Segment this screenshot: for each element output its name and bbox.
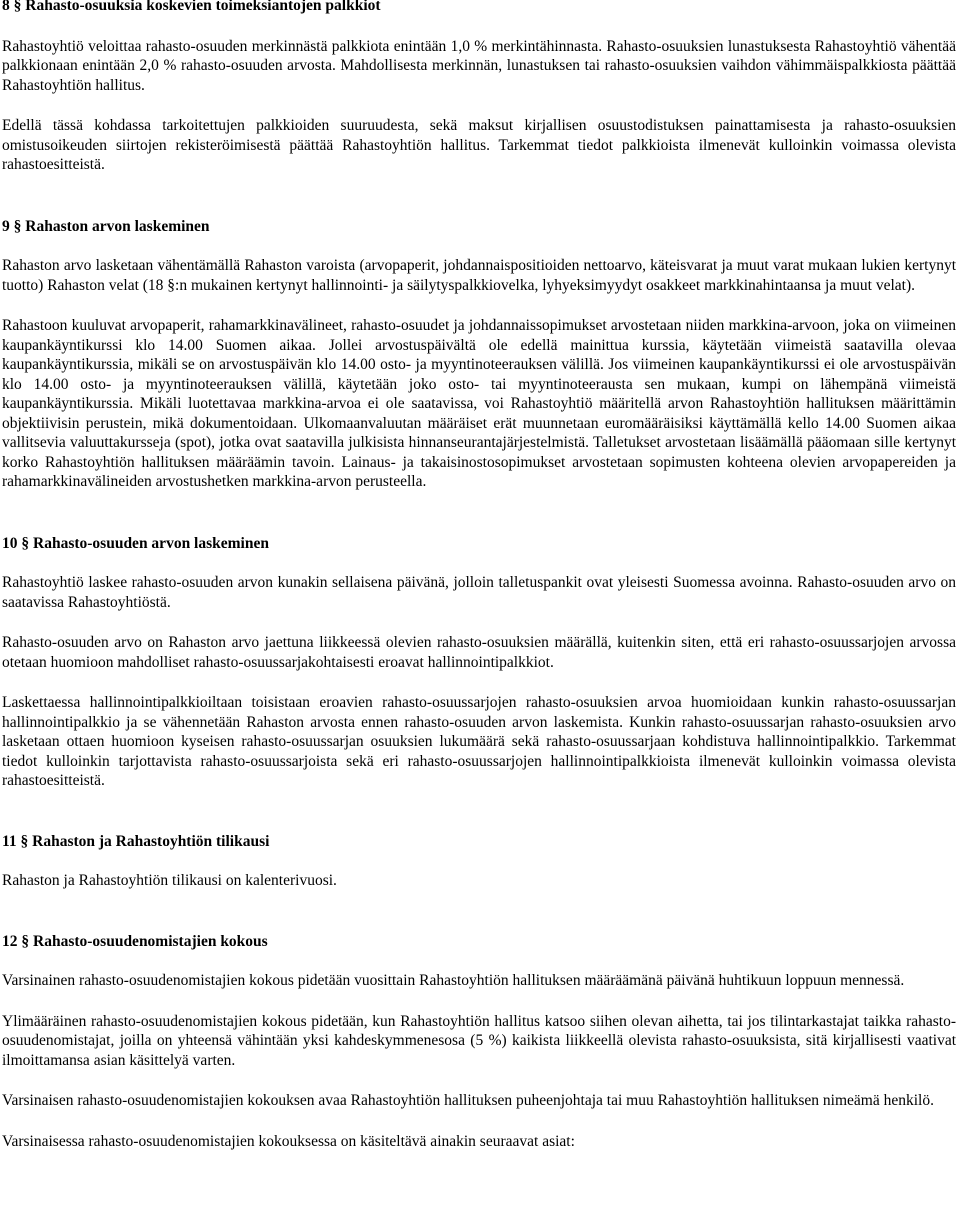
paragraph: Rahastoyhtiö veloittaa rahasto-osuuden merkinnästä palkkiota enintään 1,0 % merkintähinnasta. Rahasto-osuuksien lunastuksesta Rahastoyhtiö vähentää palkkionaan enintään 2,0 % rahasto-osuuden arvosta. Mahdollisesta merkinnän, lunastuksen tai rahasto-osuuksien vaihdon vähimmäispalkkiosta päättää Rahastoyhtiön hallitus.	[2, 37, 956, 94]
paragraph: Edellä tässä kohdassa tarkoitettujen palkkioiden suuruudesta, sekä maksut kirjallisen osuustodistuksen painattamisesta ja rahasto-osuuksien omistusoikeuden siirtojen rekisteröimisestä päättää Rahastoyhtiön hallitus. Tarkemmat tiedot palkkioista ilmenevät kulloinkin voimassa olevista rahastoesitteistä.	[2, 117, 956, 173]
section-heading-9: 9 § Rahaston arvon laskeminen	[2, 217, 210, 235]
document-page	[2, 0, 956, 1151]
paragraph: Rahaston arvo lasketaan vähentämällä Rahaston varoista (arvopaperit, johdannaispositioiden nettoarvo, käteisvarat ja muut varat mukaan lukien kertynyt tuotto) Rahaston velat (18 §:n mukainen kertynyt hallinnointi- ja säilytyspalkkiovelka, lyhyeksimyydyt osakkeet markkinahintaansa ja muut velat).	[2, 257, 956, 294]
paragraph: Rahastoyhtiö laskee rahasto-osuuden arvon kunakin sellaisena päivänä, jolloin talletuspankit ovat yleisesti Suomessa avoinna. Rahasto-osuuden arvo on saatavissa Rahastoyhtiöstä.	[2, 574, 956, 611]
paragraph: Varsinainen rahasto-osuudenomistajien kokous pidetään vuosittain Rahastoyhtiön hallituksen määräämänä päivänä huhtikuun loppuun mennessä.	[2, 972, 905, 989]
paragraph: Ylimääräinen rahasto-osuudenomistajien kokous pidetään, kun Rahastoyhtiön hallitus katsoo siihen olevan aihetta, tai jos tilintarkastajat taikka rahasto-osuudenomistajat, joilla on yhteensä vähintään yksi kahdeskymmenesosa (5 %) kaikista liikkeellä olevista rahasto-osuuksista, sitä kirjallisesti vaativat ilmoittamansa asian käsittelyä varten.	[2, 1012, 956, 1069]
paragraph: Laskettaessa hallinnointipalkkioiltaan toisistaan eroavien rahasto-osuussarjojen rahasto-osuuksien arvoa huomioidaan kunkin rahasto-osuussarjan hallinnointipalkkio ja se vähennetään Rahaston arvosta ennen rahasto-osuuden arvon laskemista. Kunkin rahasto-osuussarjan rahasto-osuuksien arvo lasketaan ottaen huomioon kyseisen rahasto-osuussarjan osuuksien lukumäärä sekä rahasto-osuussarjaan kohdistuva hallinnointipalkkio. Tarkemmat tiedot kulloinkin tarjottavista rahasto-osuussarjoista sekä eri rahasto-osuussarjojen hallinnointipalkkioista ilmenevät kulloinkin voimassa olevista rahastoesitteistä.	[2, 694, 956, 789]
section-heading-12: 12 § Rahasto-osuudenomistajien kokous	[2, 932, 268, 950]
section-heading-10: 10 § Rahasto-osuuden arvon laskeminen	[2, 534, 269, 552]
section-heading-8: 8 § Rahasto-osuuksia koskevien toimeksiantojen palkkiot	[2, 0, 381, 14]
paragraph: Rahasto-osuuden arvo on Rahaston arvo jaettuna liikkeessä olevien rahasto-osuuksien määrällä, kuitenkin siten, että eri rahasto-osuussarjojen arvossa otetaan huomioon mahdolliset rahasto-osuussarjakohtaisesti eroavat hallinnointipalkkiot.	[2, 634, 956, 671]
paragraph: Rahaston ja Rahastoyhtiön tilikausi on kalenterivuosi.	[2, 872, 337, 889]
paragraph: Varsinaisen rahasto-osuudenomistajien kokouksen avaa Rahastoyhtiön hallituksen puheenjohtaja tai muu Rahastoyhtiön hallituksen nimeämä henkilö.	[2, 1092, 934, 1109]
paragraph: Varsinaisessa rahasto-osuudenomistajien kokouksessa on käsiteltävä ainakin seuraavat asiat:	[2, 1132, 575, 1150]
paragraph: Rahastoon kuuluvat arvopaperit, rahamarkkinavälineet, rahasto-osuudet ja johdannaissopimukset arvostetaan niiden markkina-arvoon, joka on viimeinen kaupankäyntikurssi klo 14.00 Suomen aikaa. Jollei arvostuspäivältä ole edellä mainittua kurssia, käytetään viimeistä saatavilla olevaa kaupankäyntikurssia, mikäli se on arvostuspäivän klo 14.00 osto- ja myyntinoteerauksen välillä. Jos viimeinen kaupankäyntikurssi ei ole arvostuspäivän klo 14.00 osto- ja myyntinoteerauksen välillä, käytetään joko osto- tai myyntinoteerausta sen mukaan, kumpi on lähempänä viimeistä kaupankäyntikurssia. Mikäli luotettavaa markkina-arvoa ei ole saatavissa, voi Rahastoyhtiö määritellä arvon Rahastoyhtiön hallituksen määrittämin objektiivisin perustein, mikä dokumentoidaan. Ulkomaanvaluutan määräiset erät muunnetaan euromääräisiksi käyttämällä kello 14.00 Suomen aikaa vallitsevia valuuttakursseja (spot), jotka ovat saatavilla julkisista hinnanseurantajärjestelmistä. Talletukset arvostetaan lisäämällä pääomaan sille kertynyt korko Rahastoyhtiön hallituksen määräämin tavoin. Lainaus- ja takaisinostosopimukset arvostetaan sopimusten kohteena olevien arvopapereiden ja rahamarkkinavälineiden arvostushetken markkina-arvon perusteella.	[2, 317, 956, 490]
section-heading-11: 11 § Rahaston ja Rahastoyhtiön tilikausi	[2, 832, 270, 850]
